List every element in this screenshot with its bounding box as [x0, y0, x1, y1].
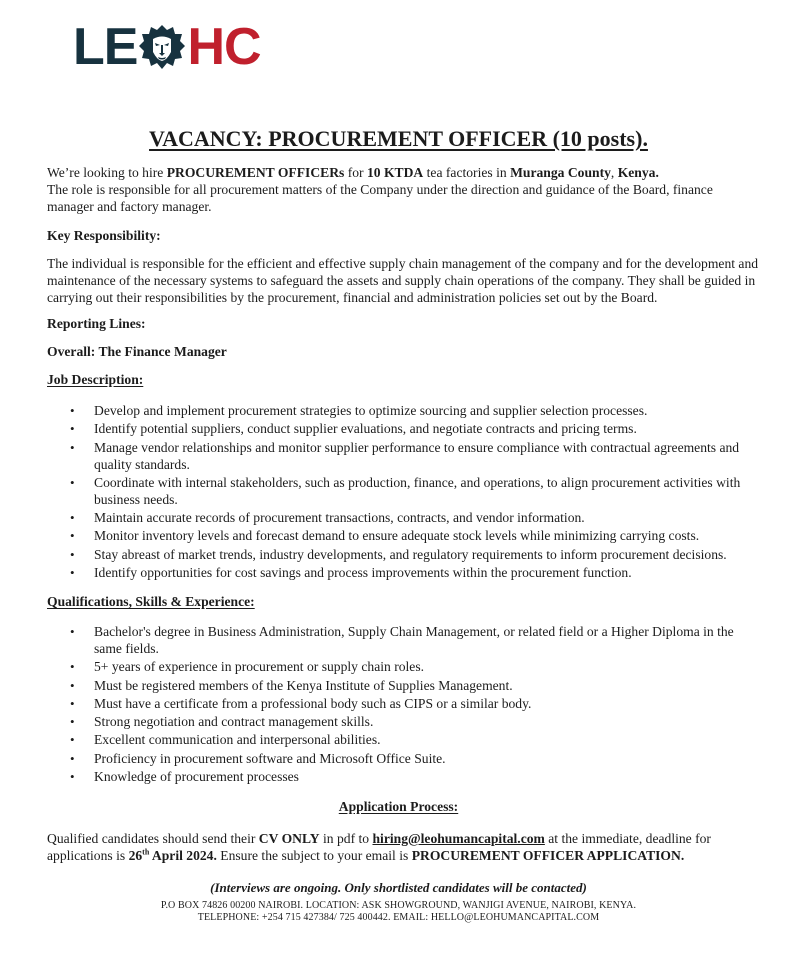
bullet-icon: • [70, 750, 75, 766]
lion-head-icon [139, 24, 185, 70]
list-item [70, 439, 760, 473]
deadline-date [129, 848, 217, 863]
bullet-icon: • [70, 510, 75, 526]
list-item-text: Coordinate with internal stakeholders, such as production, finance, and operations, to align procurement activities with business needs. [94, 474, 741, 507]
bullet-icon: • [70, 546, 75, 562]
key-responsibility-text: The individual is responsible for the efficient and effective supply chain management of the company and for the development and maintenance of the necessary systems to safeguard the assets and supply chain operations of the company. They shall be guided in carrying out their responsibilities by the procurement, financial and administration policies set out by the Board. [47, 256, 759, 305]
list-item-text: Manage vendor relationships and monitor supplier performance to ensure compliance with contractual agreements and quality standards. [94, 439, 740, 472]
bullet-icon: • [70, 677, 75, 693]
list-item-text: Knowledge of procurement processes [94, 769, 299, 785]
leohc-logo [73, 18, 261, 76]
application-text: Qualified candidates should send their [47, 831, 259, 846]
list-item-text: Must be registered members of the Kenya Institute of Supplies Management. [94, 677, 513, 693]
intro-text: tea factories in [423, 165, 511, 180]
qualifications-list [70, 623, 760, 786]
intro-country-bold: Kenya. [617, 165, 659, 180]
list-item-text: Proficiency in procurement software and Microsoft Office Suite. [94, 750, 446, 766]
list-item [70, 695, 760, 712]
reporting-lines-heading: Reporting Lines: [47, 316, 146, 331]
intro-text: , [610, 165, 618, 180]
bullet-icon: • [70, 732, 75, 748]
key-responsibility-heading: Key Responsibility: [47, 228, 161, 243]
list-item [70, 658, 760, 675]
deadline-day: 26 [128, 848, 143, 863]
bullet-icon: • [70, 695, 75, 711]
application-paragraph [47, 830, 759, 864]
bullet-icon: • [70, 659, 75, 675]
deadline-suffix: th [142, 847, 150, 857]
application-process-heading: Application Process: [338, 799, 459, 814]
page-title: VACANCY: PROCUREMENT OFFICER (10 posts). [149, 126, 648, 151]
bullet-icon: • [70, 439, 75, 455]
bullet-icon: • [70, 769, 75, 785]
footer-address: P.O BOX 74826 00200 NAIROBI. LOCATION: ASK SHOWGROUND, WANJIGI AVENUE, NAIROBI, KENYA. [160, 900, 637, 911]
intro-role-bold: PROCUREMENT OFFICERs [166, 165, 345, 180]
list-item-text: Monitor inventory levels and forecast demand to ensure adequate stock levels while minimizing carrying costs. [94, 528, 700, 544]
job-description-heading: Job Description: [47, 372, 144, 387]
list-item [70, 731, 760, 748]
application-text: at the immediate, deadline for applications is [47, 831, 711, 863]
list-item [70, 402, 760, 419]
intro-county-bold: Muranga County [510, 165, 611, 180]
logo-text-hc: HC [187, 18, 261, 76]
hiring-email-link[interactable]: hiring@leohumancapital.com [372, 831, 545, 846]
list-item [70, 677, 760, 694]
list-item-text: 5+ years of experience in procurement or supply chain roles. [94, 659, 425, 675]
contact-footer [0, 900, 797, 924]
bullet-icon: • [70, 528, 75, 544]
list-item-text: Excellent communication and interpersonal abilities. [94, 732, 381, 748]
qualifications-heading: Qualifications, Skills & Experience: [47, 594, 255, 609]
intro-line-2: The role is responsible for all procurement matters of the Company under the direction and guidance of the Board, finance manager and factory manager. [47, 182, 713, 214]
job-description-list [70, 402, 760, 582]
list-item [70, 623, 760, 657]
intro-paragraph [47, 164, 759, 215]
intro-text: for [344, 165, 367, 180]
bullet-icon: • [70, 403, 75, 418]
list-item [70, 768, 760, 785]
list-item [70, 713, 760, 730]
list-item [70, 527, 760, 544]
list-item [70, 750, 760, 767]
list-item-text: Must have a certificate from a professional body such as CIPS or a similar body. [94, 695, 532, 711]
list-item-text: Identify potential suppliers, conduct supplier evaluations, and negotiate contracts and pricing terms. [94, 421, 637, 437]
email-subject-bold: PROCUREMENT OFFICER APPLICATION. [411, 848, 685, 863]
bullet-icon: • [70, 421, 75, 437]
list-item-text: Strong negotiation and contract management skills. [94, 714, 374, 730]
list-item [70, 564, 760, 581]
bullet-icon: • [70, 714, 75, 730]
intro-count-bold: 10 KTDA [366, 165, 424, 180]
cv-only-bold: CV ONLY [258, 831, 320, 846]
list-item-text: Stay abreast of market trends, industry developments, and regulatory requirements to inform procurement decisions. [94, 546, 727, 562]
logo-text-le: LE [73, 18, 138, 76]
list-item-text: Maintain accurate records of procurement transactions, contracts, and vendor information. [94, 510, 585, 526]
list-item [70, 546, 760, 563]
intro-line-1 [47, 164, 759, 181]
bullet-icon: • [70, 624, 75, 639]
application-text: Ensure the subject to your email is [216, 848, 412, 863]
bullet-icon: • [70, 474, 75, 490]
reporting-overall: Overall: The Finance Manager [47, 344, 227, 359]
interviews-note: (Interviews are ongoing. Only shortlisted candidates will be contacted) [210, 880, 587, 895]
application-text: in pdf to [319, 831, 373, 846]
list-item-text: Bachelor's degree in Business Administration, Supply Chain Management, or related field or a Higher Diploma in the same fields. [94, 624, 734, 656]
list-item [70, 420, 760, 437]
list-item [70, 509, 760, 526]
list-item-text: Develop and implement procurement strategies to optimize sourcing and supplier selection processes. [94, 403, 648, 418]
deadline-month-year: April 2024. [149, 848, 217, 863]
intro-text: We’re looking to hire [47, 165, 167, 180]
footer-contacts: TELEPHONE: +254 715 427384/ 725 400442. EMAIL: HELLO@LEOHUMANCAPITAL.COM [197, 912, 600, 923]
bullet-icon: • [70, 565, 75, 581]
list-item-text: Identify opportunities for cost savings and process improvements within the procurement function. [94, 565, 632, 581]
list-item [70, 474, 760, 508]
